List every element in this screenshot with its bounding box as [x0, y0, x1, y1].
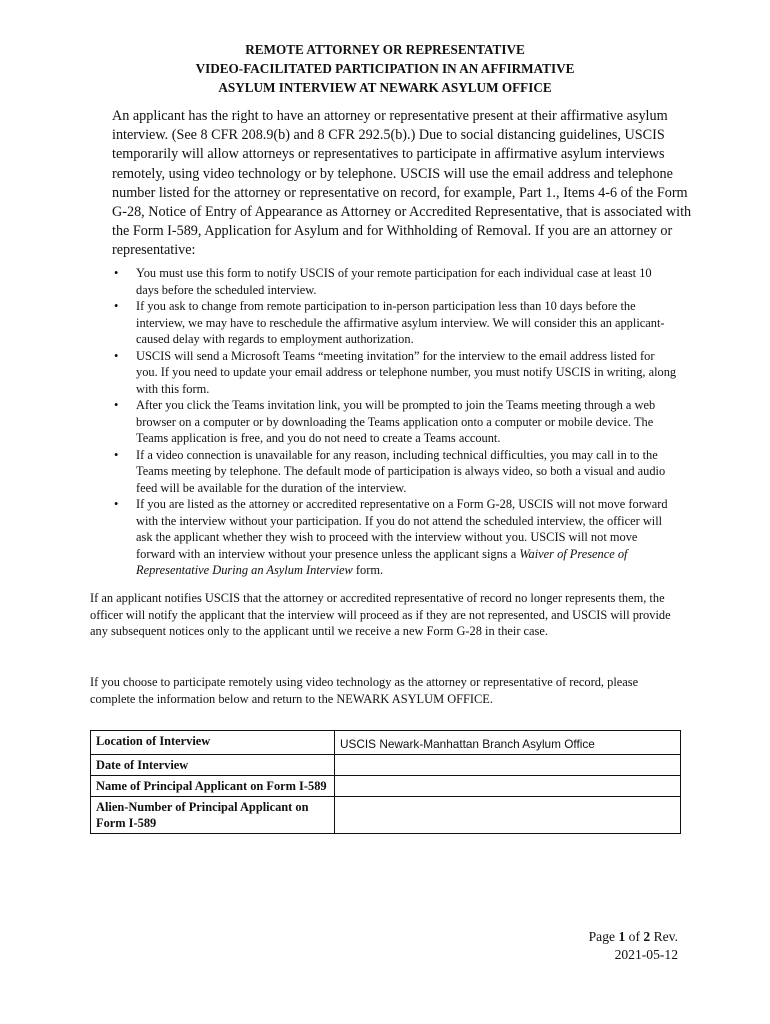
location-field[interactable]: USCIS Newark-Manhattan Branch Asylum Office: [335, 731, 681, 755]
bullet-icon: •: [114, 447, 119, 462]
representation-change-paragraph: If an applicant notifies USCIS that the attorney or accredited representative of record no longer represents them, the officer will notify the applicant that the interview will proceed as if they are not represented, and USCIS will provide any subsequent notices only to the applicant until we receive a new Form G-28 in their case.: [90, 591, 671, 638]
bullet-icon: •: [114, 348, 119, 363]
table-row: [91, 776, 681, 797]
alien-number-field[interactable]: [335, 797, 681, 834]
list-item: [112, 348, 677, 398]
location-label: Location of Interview: [91, 731, 335, 755]
date-field[interactable]: [335, 755, 681, 776]
intro-paragraph: An applicant has the right to have an attorney or representative present at their affirmative asylum interview. (See 8 CFR 208.9(b) and 8 CFR 292.5(b).) Due to social distancing guidelines, USCIS temporarily will allow attorneys or representatives to participate in affirmative asylum interviews remotely, using video technology or by telephone. USCIS will use the email address and telephone number listed for the attorney or representative on record, for example, Part 1., Items 4-6 of the Form G-28, Notice of Entry of Appearance as Attorney or Accredited Representative, that is associated with the Form I-589, Application for Asylum and for Withholding of Removal. If you are an attorney or representative:: [112, 108, 692, 259]
applicant-name-field[interactable]: [335, 776, 681, 797]
list-item: [112, 447, 677, 497]
bullet-icon: •: [114, 299, 119, 313]
requirements-list: [112, 265, 677, 579]
list-item: [112, 265, 677, 298]
list-item: [112, 496, 677, 579]
list-item: [112, 397, 677, 447]
list-item-text: If you ask to change from remote participation to in-person participation less than 10 days before the interview, we may have to reschedule the affirmative asylum interview. We will consider this an applicant-caused delay with regards to employment authorization.: [136, 299, 665, 346]
list-item-text: USCIS will send a Microsoft Teams “meeting invitation” for the interview to the email address listed for you. If you need to update your email address or telephone number, you must notify USCIS in writing, along with this form.: [136, 348, 677, 396]
date-label: Date of Interview: [91, 755, 335, 776]
page-footer: [589, 928, 678, 964]
of-word: of: [628, 929, 640, 944]
document-title: [0, 40, 770, 97]
instructions-paragraph: If you choose to participate remotely using video technology as the attorney or representative of record, please complete the information below and return to the NEWARK ASYLUM OFFICE.: [90, 675, 639, 706]
interview-info-table: [90, 730, 681, 834]
list-item: [112, 298, 677, 348]
applicant-name-label: Name of Principal Applicant on Form I-589: [91, 776, 335, 797]
table-row: [91, 797, 681, 834]
waiver-form-name: Waiver of Presence of Representative During an Asylum Interview: [136, 546, 628, 577]
page-indicator: [589, 928, 678, 946]
list-item-text: After you click the Teams invitation link, you will be prompted to join the Teams meeting through a web browser on a computer or by downloading the Teams application onto a computer or mobile device. The Teams application is free, and you do not need to create a Teams account.: [136, 398, 656, 445]
revision-date: 2021-05-12: [614, 947, 678, 962]
list-item-text: If a video connection is unavailable for any reason, including technical difficulties, you may call in to the Teams meeting by telephone. The default mode of participation is always video, so both a visual and audio feed will be available for the duration of the interview.: [136, 447, 666, 495]
title-line-1: REMOTE ATTORNEY OR REPRESENTATIVE: [245, 42, 525, 57]
page-total: 2: [643, 929, 651, 944]
bullet-icon: •: [114, 497, 119, 511]
bullet-icon: •: [114, 398, 119, 412]
rev-word: Rev.: [653, 929, 678, 944]
bullet-icon: •: [114, 266, 119, 280]
list-item-text: If you are listed as the attorney or accredited representative on a Form G-28, USCIS will not move forward with the interview without your participation. If you do not attend the scheduled interview, the officer will ask the applicant whether they wish to proceed with the interview without you. USCIS will not move forward with an interview without your presence unless the applicant signs a: [136, 497, 668, 561]
list-item-text: You must use this form to notify USCIS of your remote participation for each individual case at least 10 days before the scheduled interview.: [136, 266, 652, 297]
page-word: Page: [588, 929, 616, 944]
list-item-text-end: form.: [352, 563, 384, 577]
page-number: 1: [618, 929, 626, 944]
title-line-3: ASYLUM INTERVIEW AT NEWARK ASYLUM OFFICE: [218, 80, 552, 95]
alien-number-label: Alien-Number of Principal Applicant on Form I-589: [91, 797, 335, 834]
table-row: [91, 755, 681, 776]
title-line-2: VIDEO-FACILITATED PARTICIPATION IN AN AFFIRMATIVE: [195, 61, 575, 76]
table-row: [91, 731, 681, 755]
